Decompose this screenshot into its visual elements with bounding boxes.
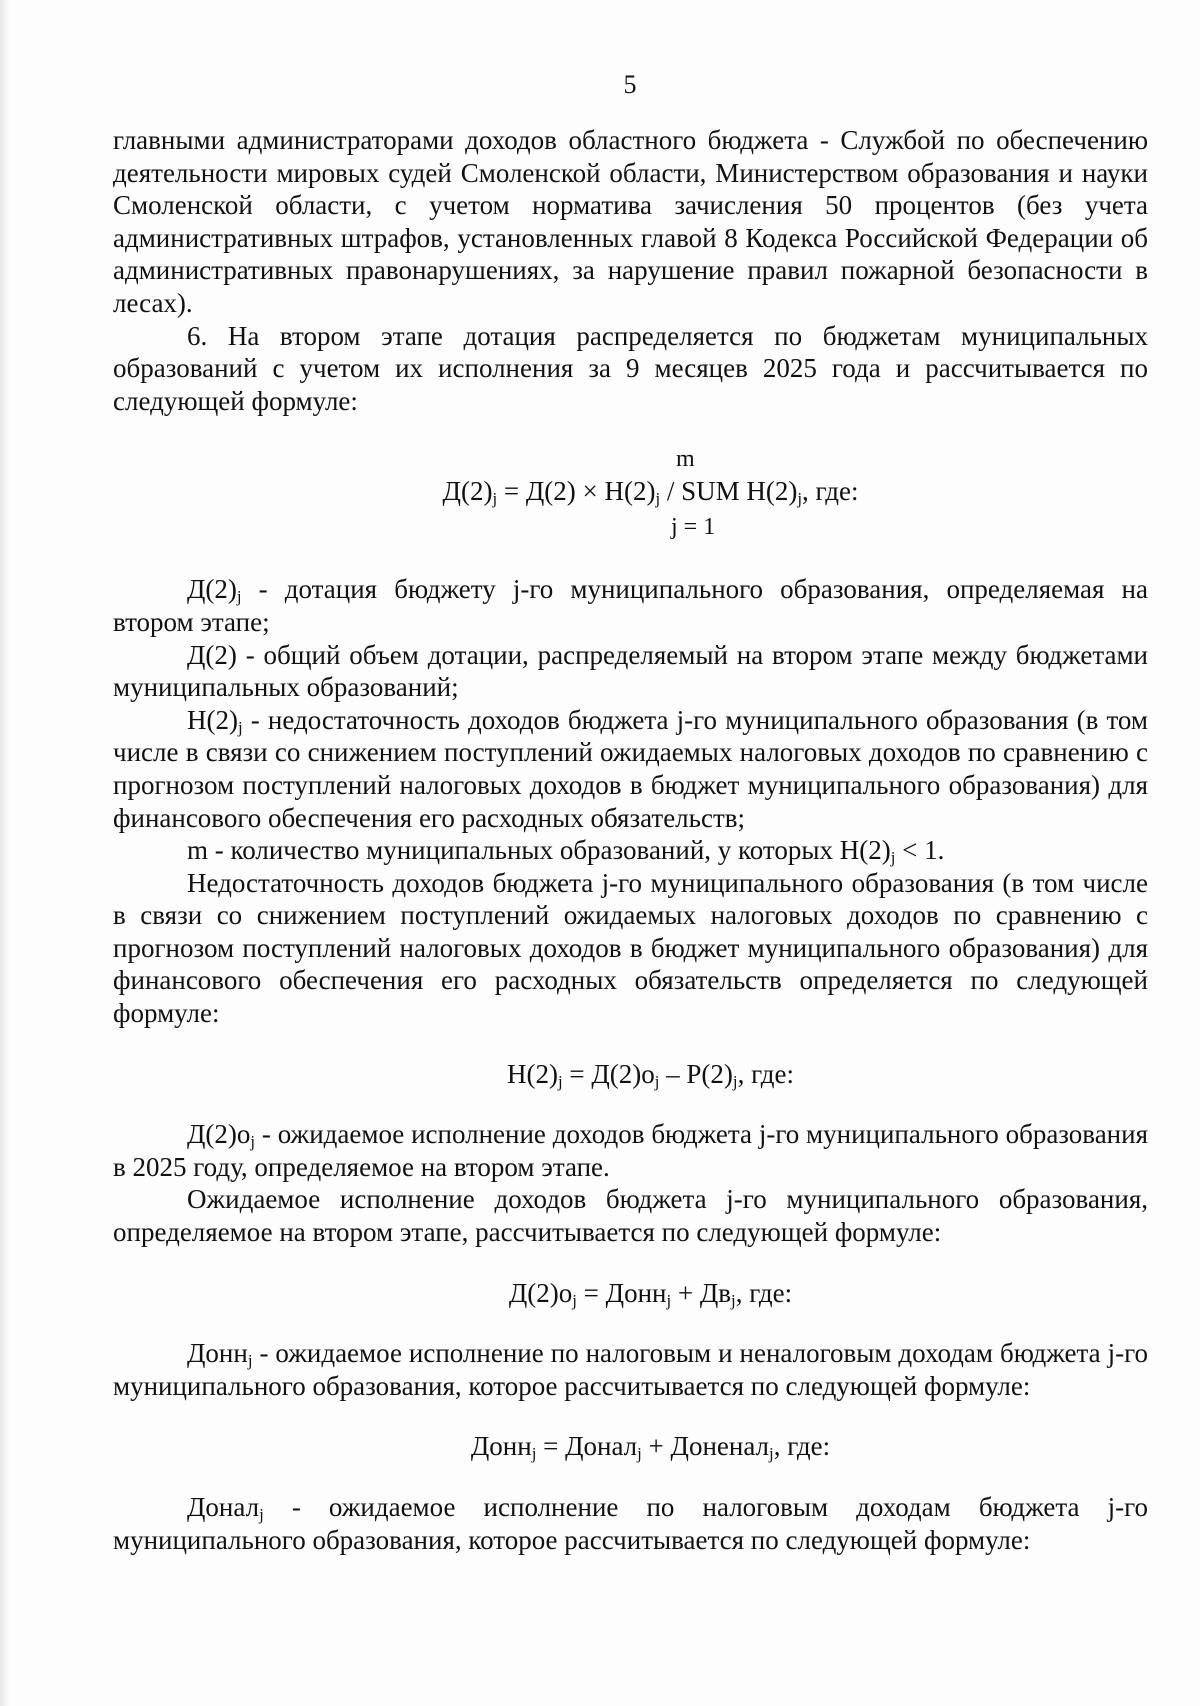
subscript: j [890,848,896,868]
formula-term: , где: [773,1431,831,1462]
formula-term: , где: [737,1058,795,1089]
symbol: Донал [187,1492,260,1522]
subscript: j [247,1351,253,1371]
definition-d2oj [113,1118,1148,1183]
formula-term: , где: [735,1277,793,1308]
symbol: Д(2) [187,574,237,605]
subscript: j [666,1290,672,1310]
formula-term: Д(2) [442,476,493,507]
subscript: j [731,1290,736,1310]
definition-m [113,834,1148,867]
subscript: j [259,1505,264,1525]
formula-term: + Доненал [641,1431,770,1462]
symbol: Н(2) [187,704,238,735]
subscript: j [797,489,803,509]
subscript: j [654,1071,660,1091]
subscript: j [236,587,242,607]
subscript: j [557,1071,563,1091]
sum-upper-limit: m [676,446,695,473]
subscript: j [655,489,661,509]
definition-donalj [113,1491,1148,1556]
definition-text: - ожидаемое исполнение по налоговым доходам бюджета j-го муниципального образования, которое рассчитывается по следующей формуле: [113,1492,1148,1555]
paragraph-insufficiency: Недостаточность доходов бюджета j-го муниципального образования (в том числе в связи со снижением поступлений ожидаемых налоговых доходов по сравнению с прогнозом поступлений налоговых доходов в бюджет муниципального образования) для финансового обеспечения его расходных обязательств определяется по следующей формуле: [113,867,1148,1029]
subscript: j [769,1444,774,1464]
definition-text: < 1. [895,835,945,866]
symbol: Донн [187,1338,248,1369]
formula-term: = Д(2)о [562,1058,655,1089]
definition-text: m - количество муниципальных образований, у которых Н(2) [187,835,891,866]
subscript: j [572,1290,577,1310]
formula-term: / SUM Н(2) [660,476,798,507]
paragraph-intro: главными администраторами доходов областного бюджета - Службой по обеспечению деятельности мировых судей Смоленской области, Министерством образования и науки Смоленской области, с учетом норматива зачисления 50 процентов (без учета административных штрафов, установленных главой 8 Кодекса Российской Федерации об административных правонарушениях, за нарушение правил пожарной безопасности в лесах). [113,125,1148,318]
formula-term: + Дв [671,1277,732,1308]
definition-donnj [113,1337,1148,1402]
formula-term: = Д(2) × Н(2) [497,476,656,507]
document-body [113,124,1148,1556]
sum-lower-limit: j = 1 [671,514,716,541]
subscript: j [732,1071,738,1091]
scan-edge-shadow [0,0,10,1706]
subscript: j [237,717,243,737]
formula-term: Н(2) [506,1058,558,1089]
formula-term: = Донн [576,1277,667,1308]
formula-tax-nontax [113,1430,1148,1463]
formula-term: Д(2)о [508,1277,573,1308]
definition-text: - ожидаемое исполнение по налоговым и неналоговым доходам бюджета j-го муниципального образования, которое рассчитывается по следующей формуле: [113,1338,1148,1401]
subscript: j [250,1132,256,1152]
subscript: j [637,1444,642,1464]
definition-text: - ожидаемое исполнение доходов бюджета j-го муниципального образования в 2025 году, определяемое на втором этапе. [113,1119,1148,1182]
subscript: j [531,1444,537,1464]
formula-expected-revenue [113,1277,1148,1310]
formula-main-line [113,475,1148,508]
page-number: 5 [623,70,637,99]
paragraph-expected: Ожидаемое исполнение доходов бюджета j-го муниципального образования, определяемое на втором этапе, рассчитывается по следующей формуле: [113,1184,1148,1248]
symbol: Д(2)о [187,1119,251,1150]
paragraph-6: 6. На втором этапе дотация распределяется по бюджетам муниципальных образований с учетом их исполнения за 9 месяцев 2025 года и рассчитывается по следующей формуле: [113,320,1148,416]
formula-term: Донн [470,1431,532,1462]
formula-term: = Донал [536,1431,638,1462]
formula-insufficiency [113,1058,1148,1091]
formula-term: , где: [802,476,859,507]
definition-n2j [113,704,1148,834]
definition-d2j [113,573,1148,638]
formula-dotation-distribution [113,443,1148,555]
definition-d2: Д(2) - общий объем дотации, распределяемый на втором этапе между бюджетами муниципальных образований; [113,639,1148,703]
definition-text: - дотация бюджету j-го муниципального образования, определяемая на втором этапе; [113,574,1148,637]
formula-term: – Р(2) [659,1058,733,1089]
subscript: j [492,489,498,509]
definition-text: - недостаточность доходов бюджета j-го муниципального образования (в том числе в связи со снижением поступлений ожидаемых налоговых доходов по сравнению с прогнозом поступлений налоговых доходов в бюджет муниципального образования) для финансового обеспечения его расходных обязательств; [113,704,1148,833]
